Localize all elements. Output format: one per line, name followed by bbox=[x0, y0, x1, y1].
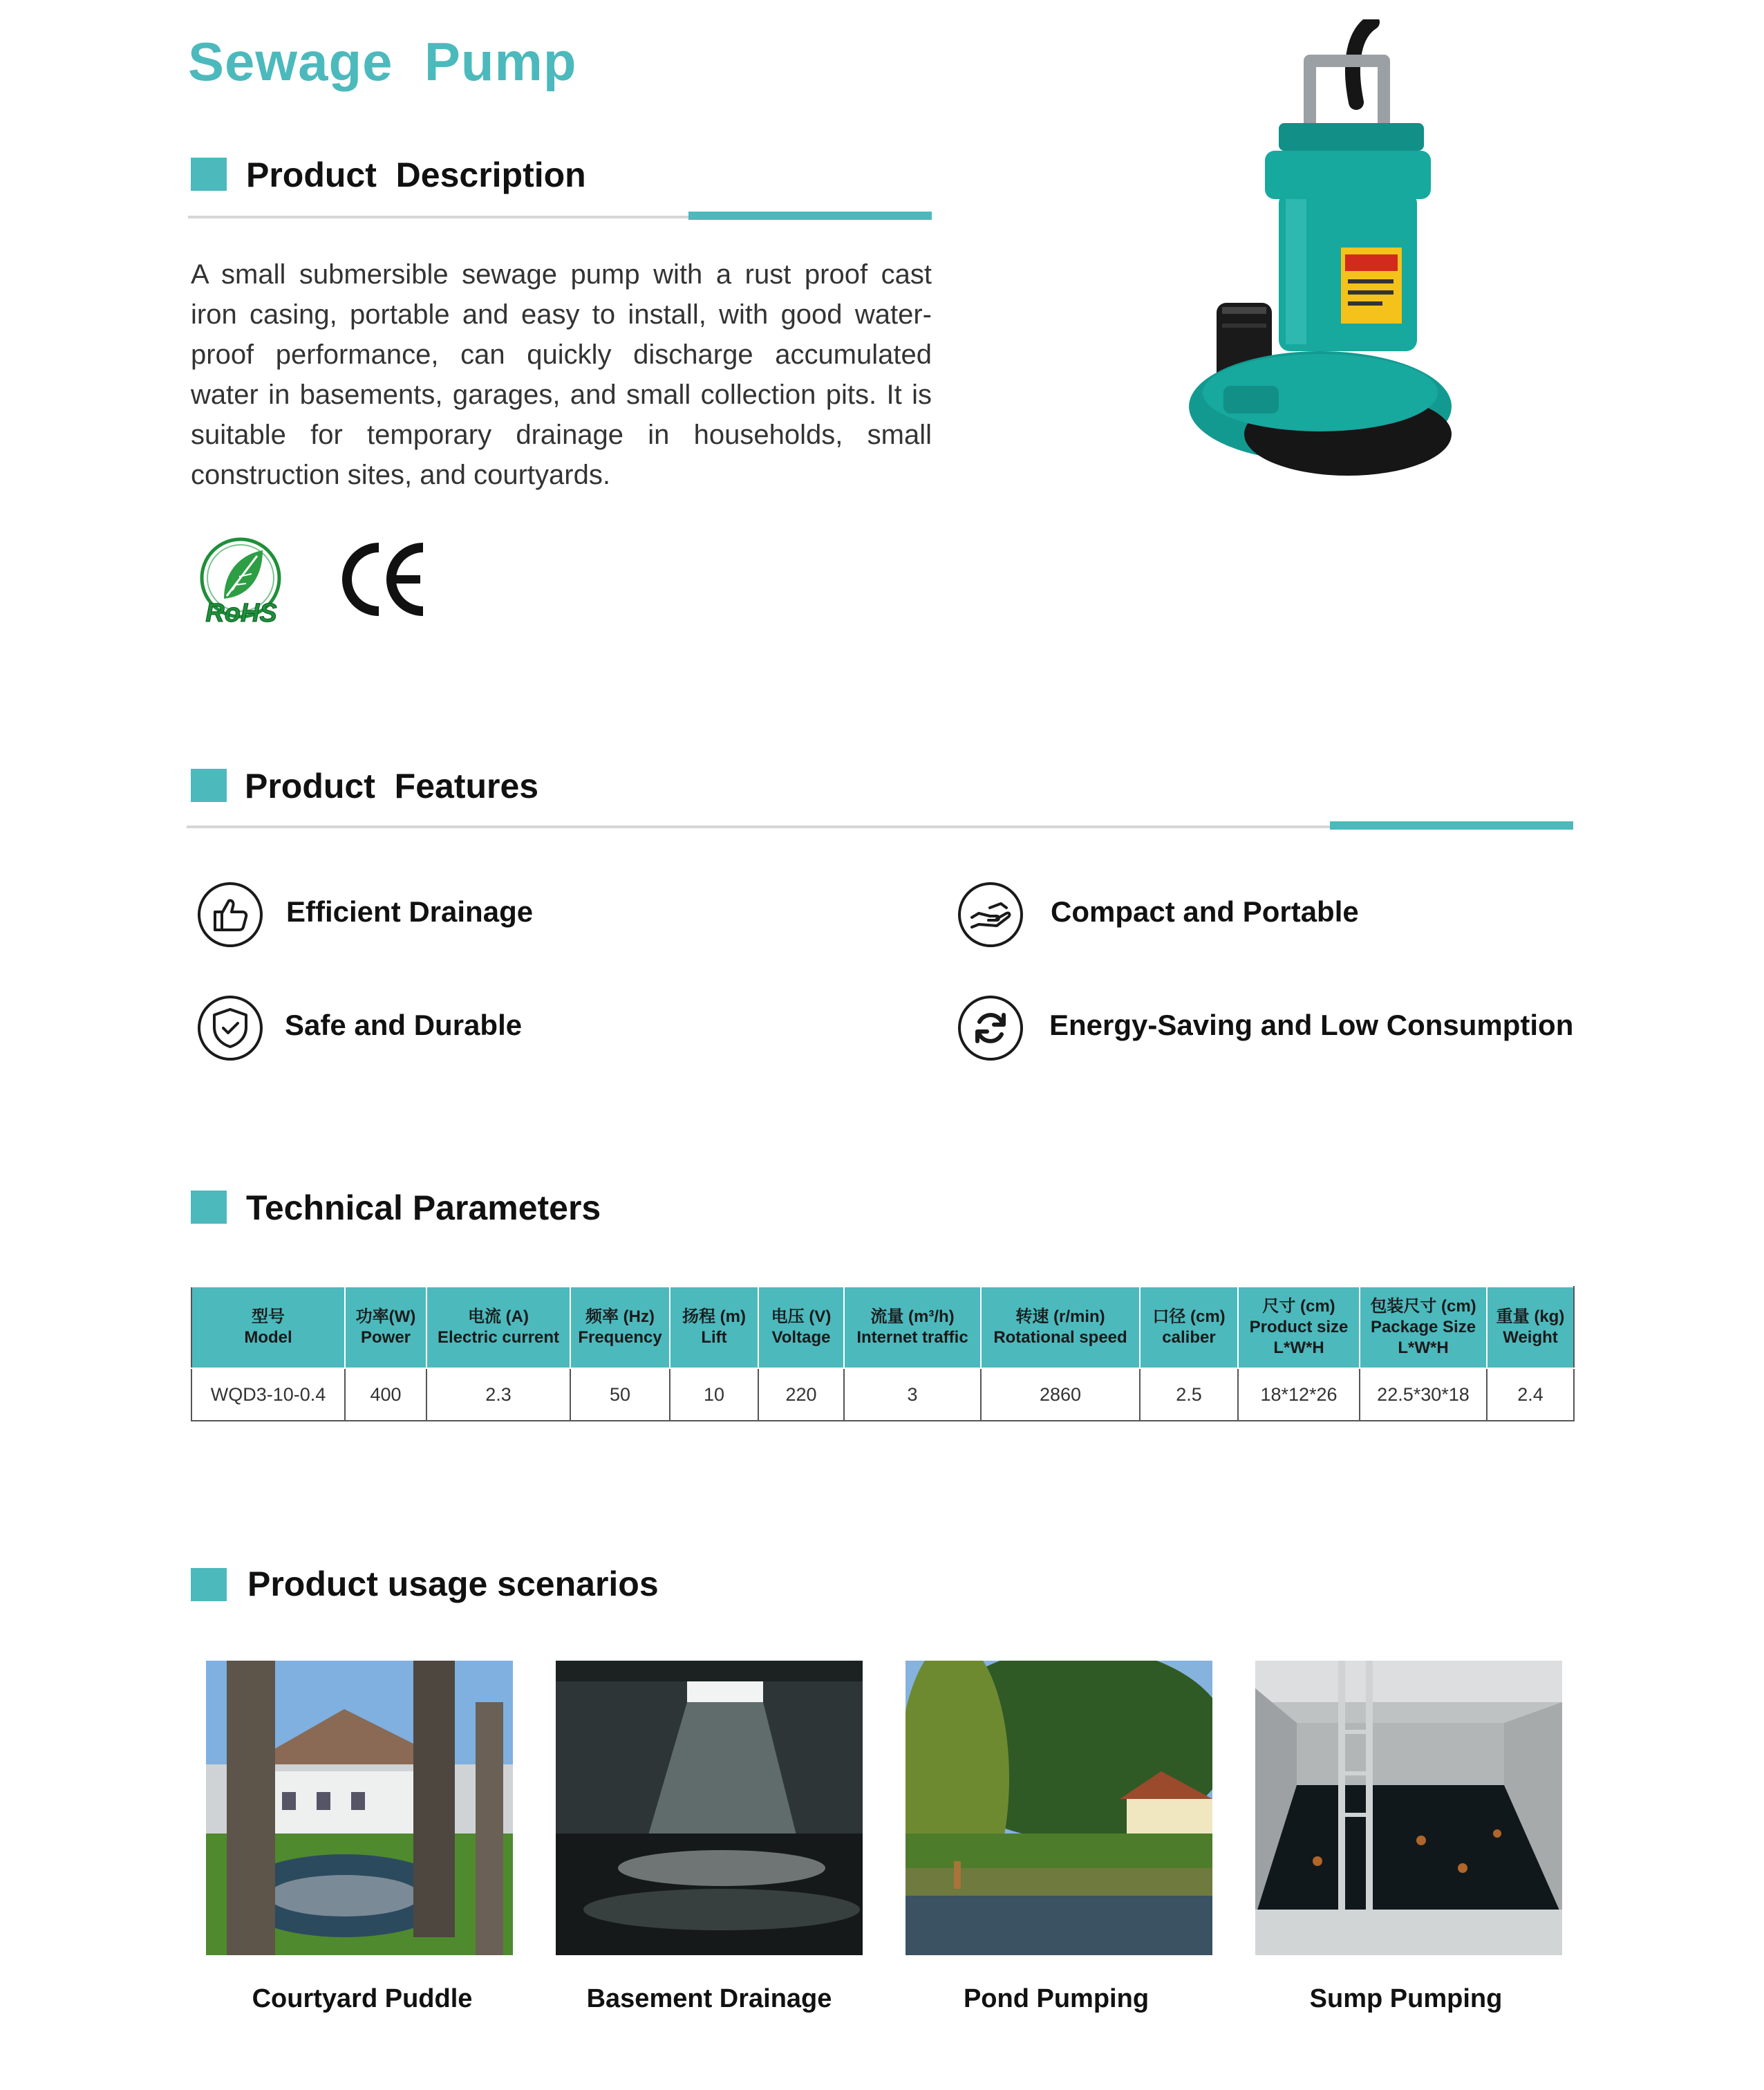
section-marker bbox=[191, 769, 227, 802]
ce-mark-icon bbox=[341, 541, 427, 618]
table-cell: 10 bbox=[670, 1368, 758, 1421]
features-heading: Product Features bbox=[245, 767, 539, 805]
rohs-text: RoHS bbox=[205, 599, 277, 628]
ce-mark bbox=[341, 541, 427, 618]
description-text: A small submersible sewage pump with a rust proof cast iron casing, portable and easy to install, with good water-proof performance, can quickly discharge accumulated water in basements, garages, and small collection pits. It is suitable for temporary drainage in households, small construction sites, and courtyards. bbox=[191, 259, 932, 490]
column-header: 电流 (A) Electric current bbox=[426, 1287, 570, 1368]
parameters-table bbox=[191, 1286, 1575, 1421]
section-marker bbox=[191, 158, 227, 191]
column-header: 功率(W) Power bbox=[345, 1287, 426, 1368]
parameters-heading: Technical Parameters bbox=[246, 1188, 601, 1227]
scenarios-heading: Product usage scenarios bbox=[247, 1565, 659, 1603]
shield-check-icon bbox=[198, 996, 263, 1061]
table-cell: 220 bbox=[758, 1368, 844, 1421]
table-cell: 2.5 bbox=[1140, 1368, 1238, 1421]
column-header: 流量 (m³/h) Internet traffic bbox=[844, 1287, 981, 1368]
scenario-caption: Courtyard Puddle bbox=[252, 1984, 473, 2013]
column-header: 电压 (V) Voltage bbox=[758, 1287, 844, 1368]
table-cell: 400 bbox=[345, 1368, 426, 1421]
column-header: 扬程 (m) Lift bbox=[670, 1287, 758, 1368]
column-header: 尺寸 (cm) Product size L*W*H bbox=[1238, 1287, 1360, 1368]
scenario-caption: Sump Pumping bbox=[1309, 1984, 1503, 2013]
table-cell: 18*12*26 bbox=[1238, 1368, 1360, 1421]
table-cell: 2.3 bbox=[426, 1368, 570, 1421]
scenario-image-basement bbox=[556, 1661, 863, 1955]
rohs-badge bbox=[196, 535, 286, 629]
table-cell: 50 bbox=[570, 1368, 670, 1421]
scenario-image-sump bbox=[1255, 1661, 1562, 1955]
refresh-icon bbox=[958, 996, 1023, 1061]
column-header: 包装尺寸 (cm) Package Size L*W*H bbox=[1360, 1287, 1487, 1368]
scenario-image-courtyard bbox=[206, 1661, 513, 1955]
section-divider-accent bbox=[688, 212, 932, 220]
table-row bbox=[191, 1368, 1574, 1421]
scenario-caption: Pond Pumping bbox=[963, 1984, 1150, 2013]
column-header: 口径 (cm) caliber bbox=[1140, 1287, 1238, 1368]
scenario-image-pond bbox=[906, 1661, 1212, 1955]
section-marker bbox=[191, 1191, 227, 1224]
table-cell: 2.4 bbox=[1487, 1368, 1574, 1421]
table-cell: WQD3-10-0.4 bbox=[191, 1368, 345, 1421]
table-header-row bbox=[191, 1287, 1574, 1368]
table-cell: 22.5*30*18 bbox=[1360, 1368, 1487, 1421]
table-cell: 3 bbox=[844, 1368, 981, 1421]
feature-label: Energy-Saving and Low Consumption bbox=[1049, 1009, 1574, 1041]
column-header: 转速 (r/min) Rotational speed bbox=[981, 1287, 1140, 1368]
feature-label: Safe and Durable bbox=[285, 1009, 523, 1041]
product-image bbox=[1175, 19, 1465, 483]
scenario-caption: Basement Drainage bbox=[586, 1984, 832, 2013]
column-header: 频率 (Hz) Frequency bbox=[570, 1287, 670, 1368]
column-header: 重量 (kg) Weight bbox=[1487, 1287, 1574, 1368]
thumbs-up-icon bbox=[198, 882, 263, 947]
table-cell: 2860 bbox=[981, 1368, 1140, 1421]
feature-label: Compact and Portable bbox=[1051, 895, 1359, 928]
section-marker bbox=[191, 1568, 227, 1601]
page-title: Sewage Pump bbox=[188, 31, 577, 92]
hand-icon bbox=[958, 882, 1023, 947]
description-heading: Product Description bbox=[246, 156, 586, 194]
section-divider-accent bbox=[1330, 821, 1573, 830]
column-header: 型号 Model bbox=[191, 1287, 345, 1368]
feature-label: Efficient Drainage bbox=[286, 895, 534, 928]
